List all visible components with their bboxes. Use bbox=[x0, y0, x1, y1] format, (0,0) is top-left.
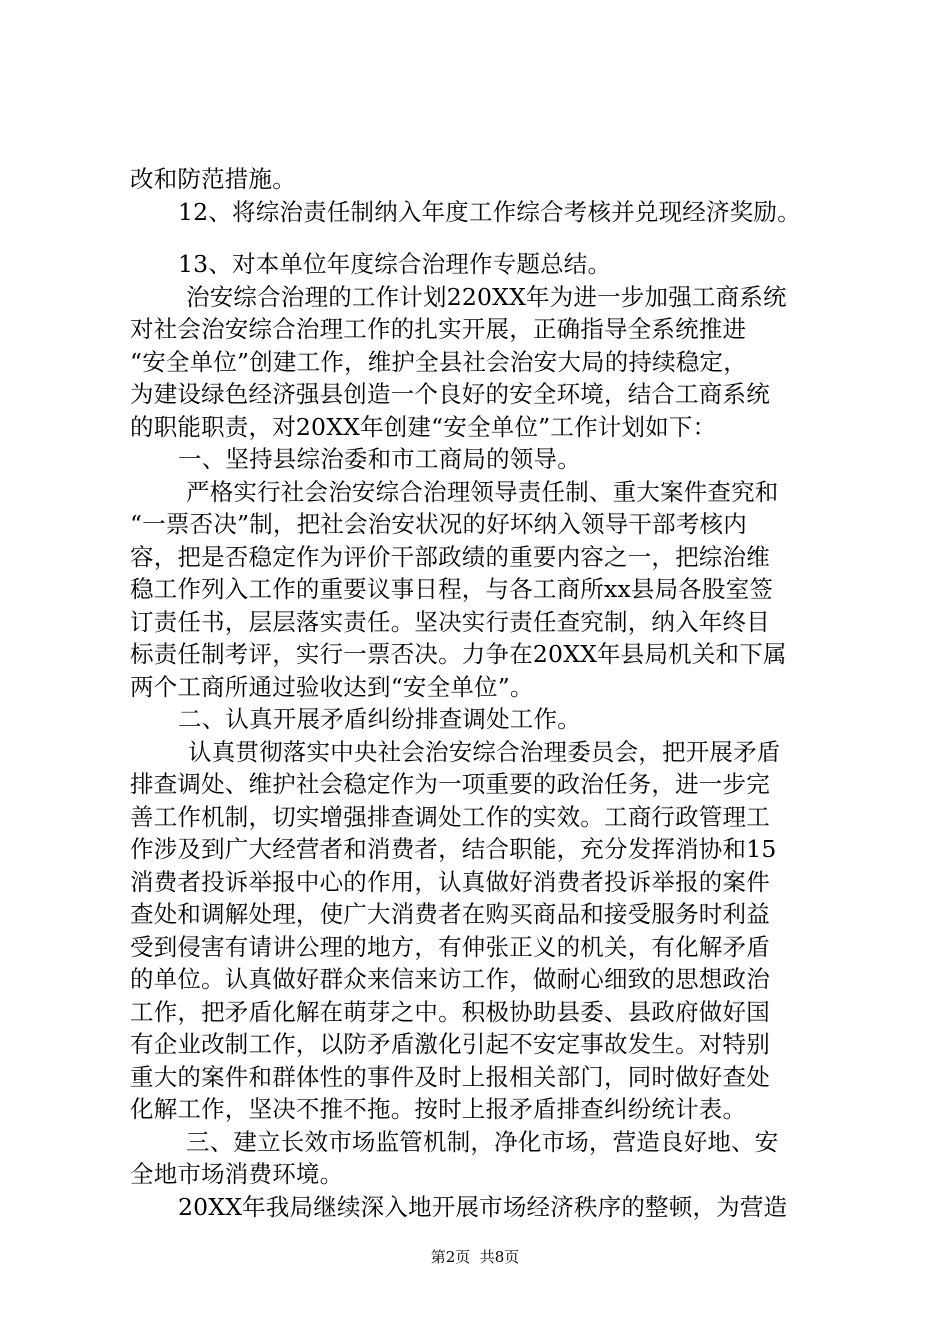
text-line: 化解工作，坚决不推不拖。按时上报矛盾排查纠纷统计表。 bbox=[130, 1095, 747, 1123]
text-line: 稳工作列入工作的重要议事日程，与各工商所xx县局各股室签 bbox=[130, 575, 774, 603]
text-line: 排查调处、维护社会稳定作为一项重要的政治任务，进一步完 bbox=[130, 770, 770, 798]
section-heading: 二、认真开展矛盾纠纷排查调处工作。 bbox=[178, 705, 581, 733]
page-number-footer: 第2页 共8页 bbox=[430, 1248, 520, 1266]
text-line: 受到侵害有请讲公理的地方，有伸张正义的机关，有化解矛盾 bbox=[130, 932, 770, 961]
section-heading: 一、坚持县综治委和市工商局的领导。 bbox=[178, 445, 581, 473]
text-line: 标责任制考评，实行一票否决。力争在20XX年县局机关和下属 bbox=[130, 640, 787, 668]
section-heading: 三、建立长效市场监管机制，净化市场，营造良好地、安 bbox=[186, 1127, 779, 1156]
text-line: 的单位。认真做好群众来信来访工作，做耐心细致的思想政治 bbox=[130, 965, 770, 993]
document-body bbox=[130, 163, 834, 1223]
text-line: 为建设绿色经济强县创造一个良好的安全环境，结合工商系统 bbox=[130, 380, 770, 408]
text-line: 全地市场消费环境。 bbox=[130, 1160, 344, 1188]
text-line: 治安综合治理的工作计划220XX年为进一步加强工商系统 bbox=[186, 282, 787, 311]
text-line: 订责任书，层层落实责任。坚决实行责任查究制，纳入年终目 bbox=[130, 607, 770, 636]
text-line: 对社会治安综合治理工作的扎实开展，正确指导全系统推进 bbox=[130, 315, 747, 343]
text-line: “一票否决”制，把社会治安状况的好坏纳入领导干部考核内 bbox=[130, 510, 747, 538]
text-line: 两个工商所通过验收达到“安全单位”。 bbox=[130, 672, 534, 701]
text-line: 消费者投诉举报中心的作用，认真做好消费者投诉举报的案件 bbox=[130, 867, 770, 896]
text-line: 重大的案件和群体性的事件及时上报相关部门，同时做好查处 bbox=[130, 1062, 770, 1091]
text-line: 善工作机制，切实增强排查调处工作的实效。工商行政管理工 bbox=[130, 802, 770, 831]
text-line: 认真贯彻落实中央社会治安综合治理委员会，把开展矛盾 bbox=[188, 737, 781, 766]
text-line: 工作，把矛盾化解在萌芽之中。积极协助县委、县政府做好国 bbox=[130, 997, 770, 1026]
paragraph-gap bbox=[130, 228, 834, 248]
text-line: 容，把是否稳定作为评价干部政绩的重要内容之一，把综治维 bbox=[130, 542, 770, 571]
text-line: 查处和调解处理，使广大消费者在购买商品和接受服务时利益 bbox=[130, 900, 770, 928]
text-line: 的职能职责，对20XX年创建“安全单位”工作计划如下： bbox=[130, 412, 717, 441]
text-line: 严格实行社会治安综合治理领导责任制、重大案件查究和 bbox=[186, 477, 779, 506]
text-line: 20XX年我局继续深入地开展市场经济秩序的整顿，为营造 bbox=[178, 1192, 788, 1221]
text-line: “安全单位”创建工作，维护全县社会治安大局的持续稳定， bbox=[130, 347, 747, 376]
text-line: 改和防范措施。 bbox=[130, 165, 296, 193]
text-line: 13、对本单位年度综合治理作专题总结。 bbox=[178, 250, 612, 278]
text-line: 作涉及到广大经营者和消费者，结合职能，充分发挥消协和15 bbox=[130, 835, 777, 863]
text-line: 12、将综治责任制纳入年度工作综合考核并兑现经济奖励。 bbox=[178, 197, 801, 226]
text-line: 有企业改制工作，以防矛盾激化引起不安定事故发生。对特别 bbox=[130, 1030, 770, 1058]
